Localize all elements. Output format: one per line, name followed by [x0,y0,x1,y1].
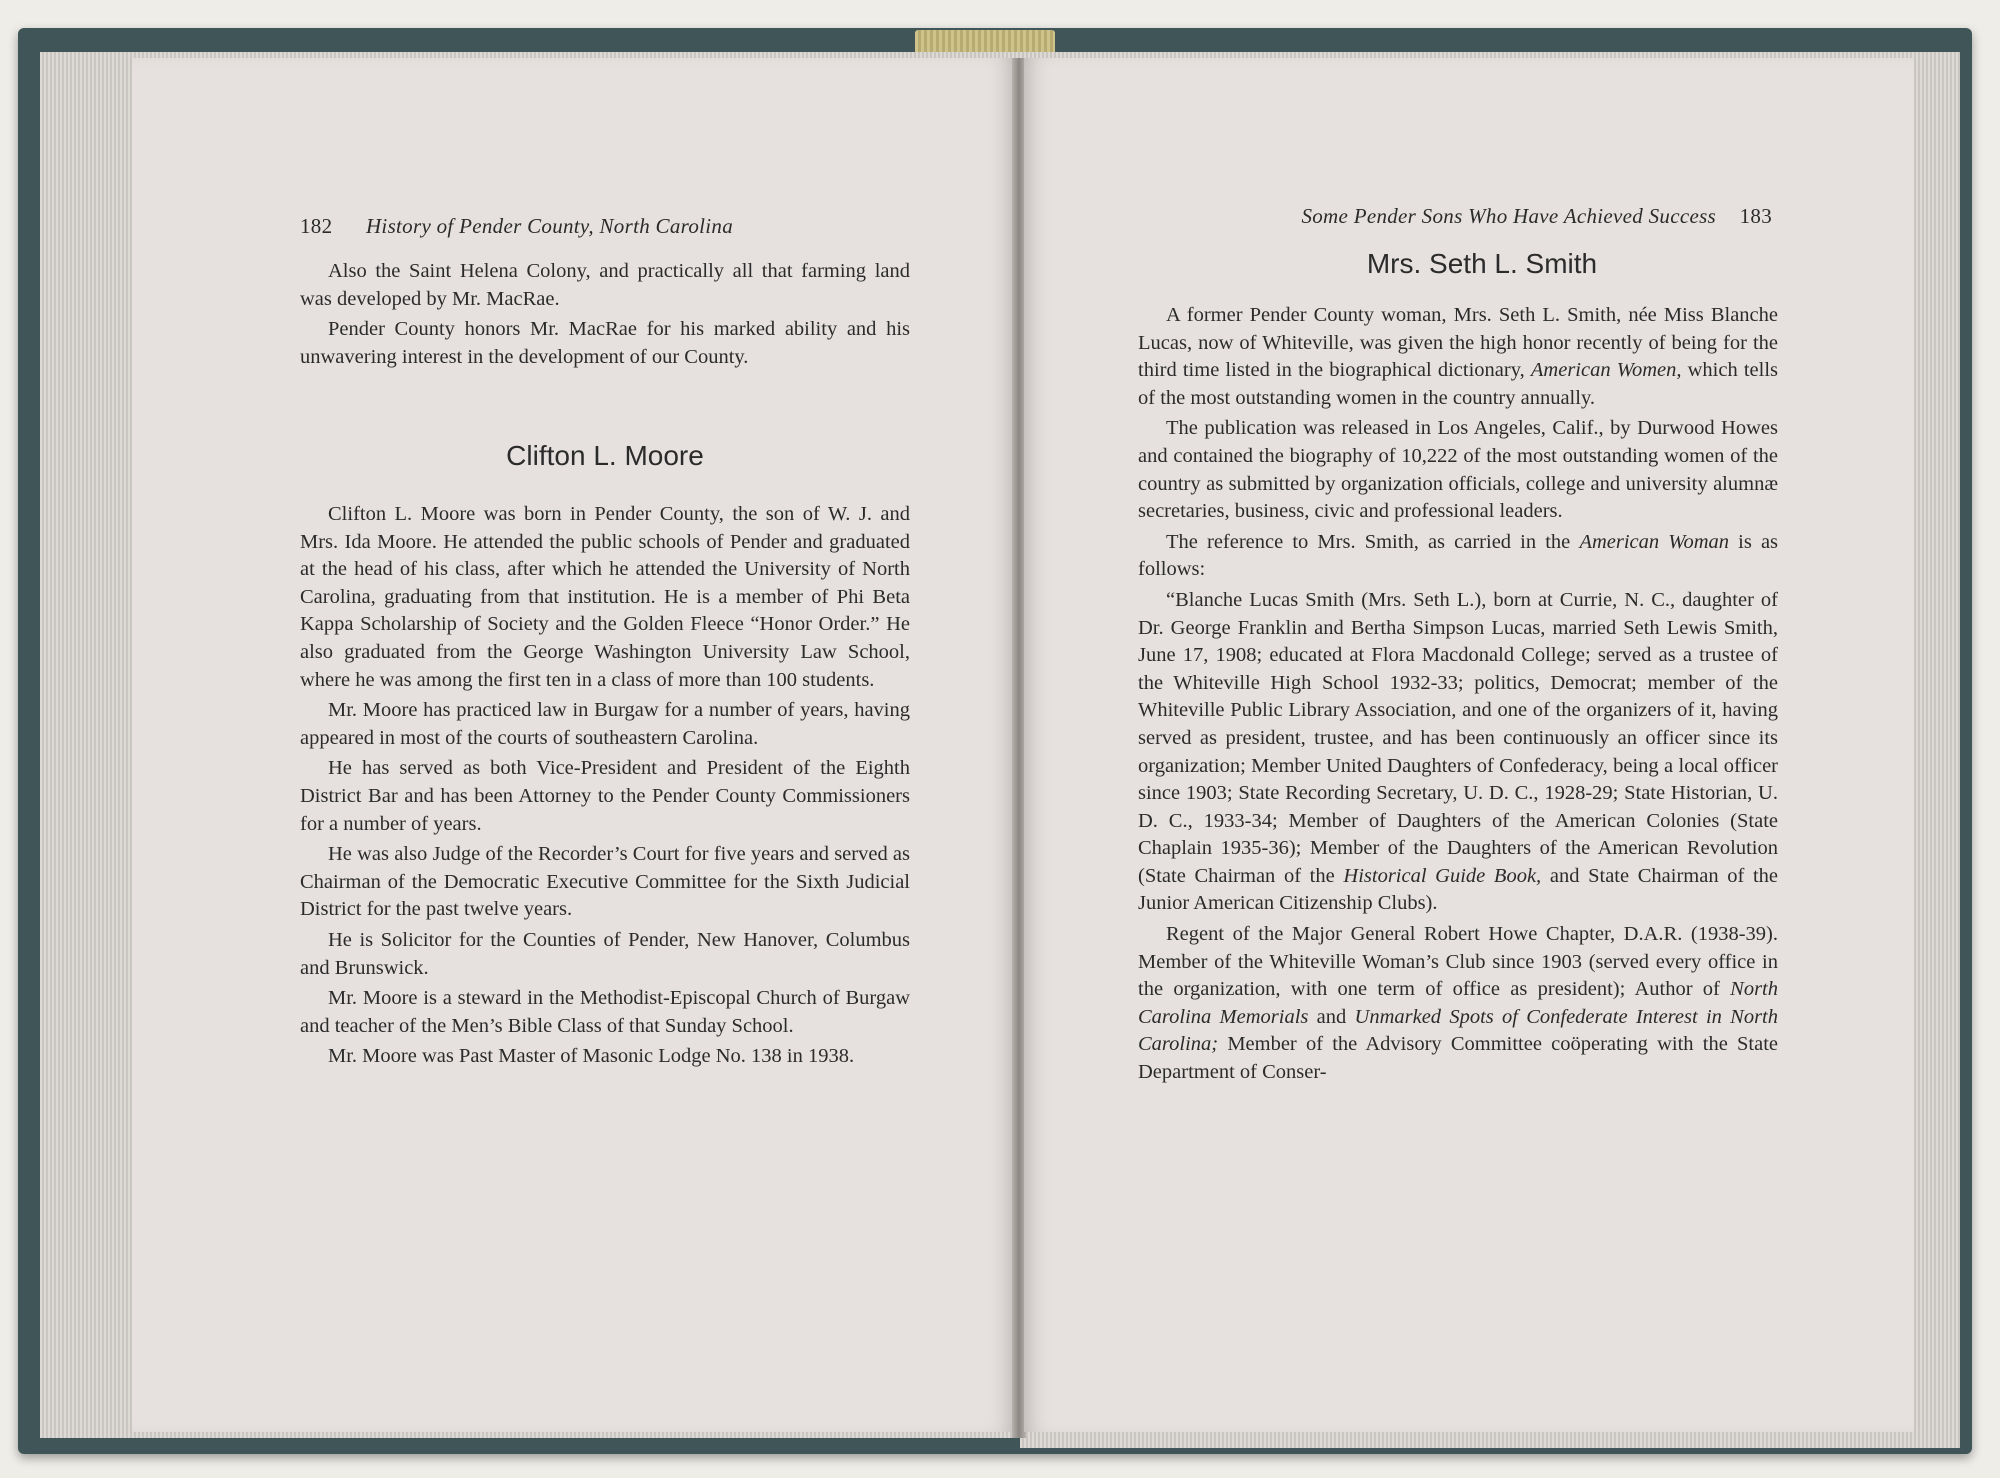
book-title: Unmarked Spots of Confederate Interest in North Carolina; [1138,1005,1778,1056]
left-page-number: 182 [300,214,333,238]
text-run: is as follows: [1138,530,1779,581]
text-run: “Blanche Lucas Smith (Mrs. Seth L.), born at Currie, N. C., daughter of Dr. George Franklin and Bertha Simpson Lucas, married Seth Lewis Smith, June 17, 1908; educated at Flora Macdonald College; served as a trustee of the Whiteville High School 1932-33; politics, Democrat; member of the Whiteville Public Library Association, and one of the organizers of it, having served as president, trustee, and has been continuously an officer since its organization; Member United Daughters of Confederacy, being a local officer since 1903; State Recording Secretary, U. D. C., 1928-29; State Historian, U. D. C., 1933-34; Member of Daughters of the American Colonies (State Chaplain 1935-36); Member of the Daughters of the American Revolution (State Chairman of the [1138,588,1778,887]
text-run: The reference to Mrs. Smith, as carried in the [1166,530,1571,553]
left-running-title: History of Pender County, North Carolina [365,214,734,238]
paragraph: Mr. Moore is a steward in the Methodist-Episcopal Church of Burgaw and teacher of the Men’s Bible Class of that Sunday School. [300,987,910,1037]
paragraph: He is Solicitor for the Counties of Pender, New Hanover, Columbus and Brunswick. [300,928,910,979]
paragraph: Pender County honors Mr. MacRae for his marked ability and his unwavering interest in the development of our County. [300,318,910,368]
paragraph: Mr. Moore was Past Master of Masonic Lodge No. 138 in 1938. [328,1045,855,1068]
paragraph: Also the Saint Helena Colony, and practically all that farming land was developed by Mr. MacRae. [300,260,910,310]
right-running-header [1192,204,1772,229]
text-run: which tells of the most outstanding women in the country annually. [1138,359,1779,409]
book-title: North Carolina Memorials [1138,978,1779,1028]
left-page [132,58,1014,1432]
paragraph [1138,529,1778,584]
text-run: Regent of the Major General Robert Howe Chapter, D.A.R. (1938-39). Member of the Whiteville Woman’s Club since 1903 (served every office in the organization, with one term of office as president); Author of [1138,923,1778,1001]
text-run: and State Chairman of the Junior American Citizenship Clubs). [1138,864,1778,915]
right-page [1024,58,1914,1432]
paragraph: The publication was released in Los Angeles, Calif., by Durwood Howes and contained the biography of 10,222 of the most outstanding women of the country as submitted by organization officials, college and university alumnæ secretaries, business, civic and professional leaders. [1138,417,1778,523]
moore-biography [300,501,910,1074]
section-heading-smith: Mrs. Seth L. Smith [1366,248,1598,279]
paragraph [1138,587,1778,918]
right-running-title: Some Pender Sons Who Have Achieved Success [1301,204,1717,228]
paragraph: Clifton L. Moore was born in Pender County, the son of W. J. and Mrs. Ida Moore. He attended the public schools of Pender and graduated at the head of his class, after which he attended the University of North Carolina, graduating from that institution. He is a member of Phi Beta Kappa Scholarship of Society and the Golden Fleece “Honor Order.” He also graduated from the George Washington University Law School, where he was among the first ten in a class of more than 100 students. [300,503,910,691]
book-title: American Women, [1530,359,1682,382]
text-run: A former Pender County woman, Mrs. Seth L. Smith, née Miss Blanche Lucas, now of Whiteville, was given the high honor recently of being for the third time listed in the biographical dictionary, [1138,304,1778,382]
left-intro-text [300,258,910,374]
right-page-number: 183 [1739,204,1772,228]
paragraph [1138,921,1778,1087]
book-title: American Woman [1579,530,1730,553]
smith-biography [1138,302,1778,1090]
left-running-header [300,214,860,239]
text-run: Member of the Advisory Committee coöperating with the State Department of Conser- [1138,1033,1778,1084]
section-heading-moore: Clifton L. Moore [506,440,704,471]
book-title: Historical Guide Book, [1343,864,1542,887]
paragraph: He has served as both Vice-President and President of the Eighth District Bar and has been Attorney to the Pender County Commissioners for a number of years. [300,757,910,835]
text-run: and [1316,1005,1347,1028]
paragraph: Mr. Moore has practiced law in Burgaw for a number of years, having appeared in most of the courts of southeastern Carolina. [300,699,910,749]
paragraph: He was also Judge of the Recorder’s Court for five years and served as Chairman of the Democratic Executive Committee for the Sixth Judicial District for the past twelve years. [300,843,910,921]
paragraph [1138,302,1778,412]
